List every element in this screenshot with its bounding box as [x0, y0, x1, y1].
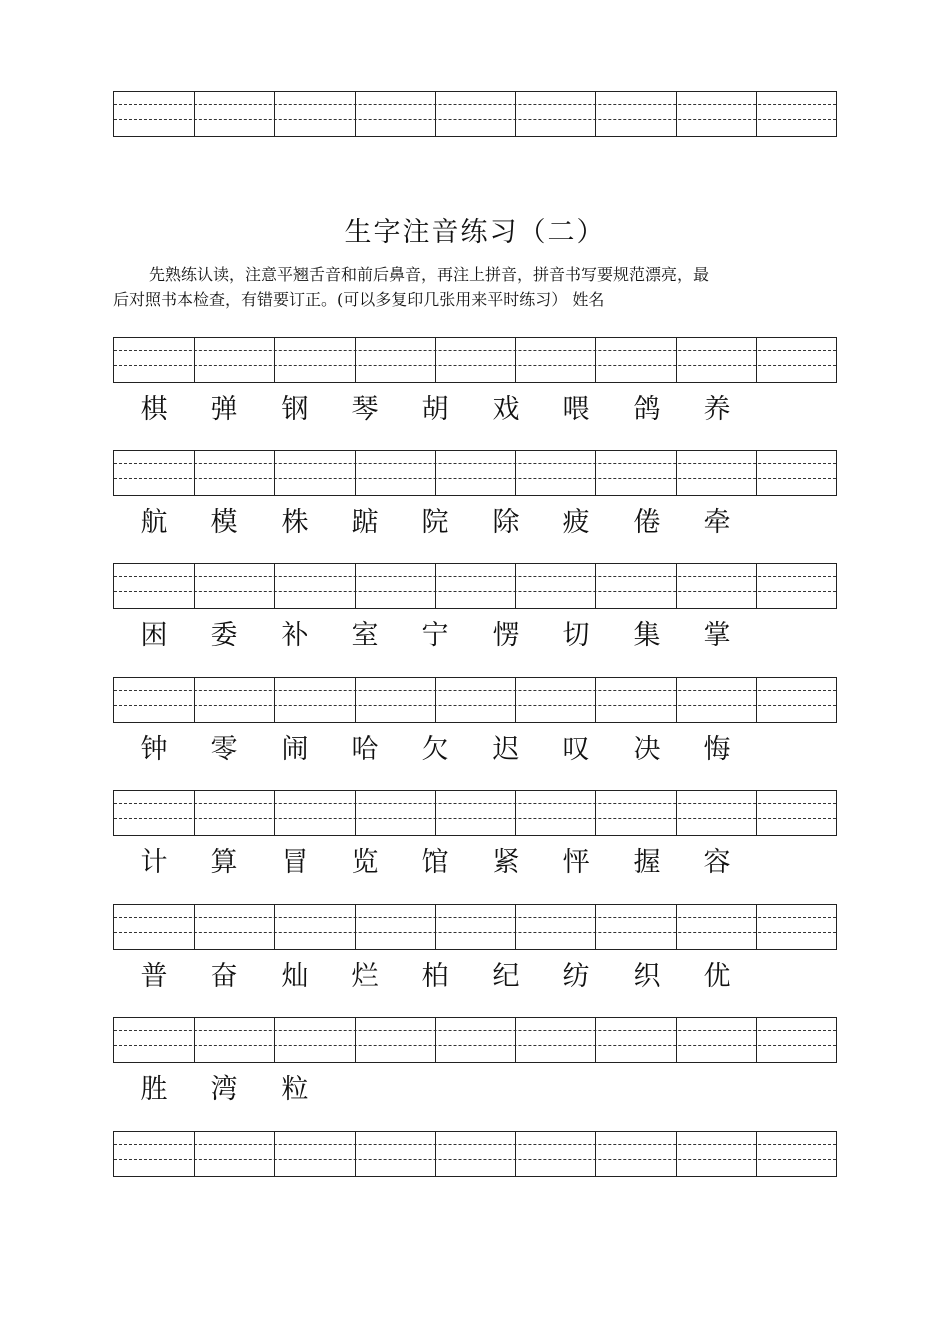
grid-cell-divider [756, 791, 757, 835]
hanzi-character: 困 [140, 620, 168, 651]
hanzi-character: 冒 [281, 847, 309, 878]
hanzi-character: 奋 [210, 961, 238, 992]
hanzi-character: 馆 [421, 847, 449, 878]
grid-cell-divider [274, 1018, 275, 1062]
grid-cell-divider [355, 905, 356, 949]
guide-dash-line [114, 119, 836, 120]
grid-cell-divider [194, 1132, 195, 1176]
grid-cell-divider [435, 905, 436, 949]
guide-dash-line [114, 690, 836, 691]
pinyin-grid-6 [113, 904, 837, 950]
grid-cell-divider [274, 905, 275, 949]
grid-cell-divider [355, 1018, 356, 1062]
guide-dash-line [114, 1144, 836, 1145]
hanzi-character: 纺 [562, 961, 590, 992]
grid-cell-divider [515, 1018, 516, 1062]
grid-cell-divider [676, 1132, 677, 1176]
hanzi-character: 除 [492, 507, 520, 538]
grid-cell-divider [435, 1132, 436, 1176]
grid-cell-divider [435, 338, 436, 382]
pinyin-grid-7 [113, 1017, 837, 1063]
grid-cell-divider [194, 1018, 195, 1062]
guide-dash-line [114, 104, 836, 105]
hanzi-character: 棋 [140, 394, 168, 425]
hanzi-character: 怦 [562, 847, 590, 878]
grid-cell-divider [595, 338, 596, 382]
grid-cell-divider [194, 905, 195, 949]
guide-dash-line [114, 917, 836, 918]
grid-cell-divider [435, 791, 436, 835]
grid-cell-divider [274, 1132, 275, 1176]
character-row-4 [113, 730, 837, 770]
grid-cell-divider [756, 905, 757, 949]
grid-cell-divider [355, 92, 356, 136]
grid-cell-divider [515, 92, 516, 136]
guide-dash-line [114, 591, 836, 592]
guide-dash-line [114, 818, 836, 819]
guide-dash-line [114, 803, 836, 804]
hanzi-character: 鸽 [633, 394, 661, 425]
character-row-1 [113, 390, 837, 430]
grid-cell-divider [515, 1132, 516, 1176]
hanzi-character: 灿 [281, 961, 309, 992]
hanzi-character: 零 [210, 734, 238, 765]
hanzi-character: 弹 [210, 394, 238, 425]
grid-cell-divider [676, 338, 677, 382]
hanzi-character: 烂 [351, 961, 379, 992]
character-row-7 [113, 1070, 837, 1110]
hanzi-character: 览 [351, 847, 379, 878]
grid-cell-divider [194, 564, 195, 608]
grid-cell-divider [274, 338, 275, 382]
hanzi-character: 普 [140, 961, 168, 992]
grid-cell-divider [595, 564, 596, 608]
grid-cell-divider [515, 678, 516, 722]
hanzi-character: 钢 [281, 394, 309, 425]
hanzi-character: 倦 [633, 507, 661, 538]
grid-cell-divider [355, 564, 356, 608]
guide-dash-line [114, 463, 836, 464]
guide-dash-line [114, 576, 836, 577]
grid-cell-divider [595, 92, 596, 136]
grid-cell-divider [194, 678, 195, 722]
pinyin-grid-3 [113, 563, 837, 609]
guide-dash-line [114, 705, 836, 706]
hanzi-character: 织 [633, 961, 661, 992]
grid-cell-divider [595, 1018, 596, 1062]
character-row-6 [113, 957, 837, 997]
hanzi-character: 悔 [703, 734, 731, 765]
hanzi-character: 宁 [421, 620, 449, 651]
hanzi-character: 戏 [492, 394, 520, 425]
grid-cell-divider [595, 791, 596, 835]
hanzi-character: 航 [140, 507, 168, 538]
grid-cell-divider [355, 338, 356, 382]
grid-cell-divider [595, 451, 596, 495]
hanzi-character: 模 [210, 507, 238, 538]
grid-cell-divider [676, 1018, 677, 1062]
grid-cell-divider [595, 678, 596, 722]
guide-dash-line [114, 478, 836, 479]
grid-cell-divider [274, 678, 275, 722]
grid-cell-divider [676, 905, 677, 949]
grid-cell-divider [435, 1018, 436, 1062]
grid-cell-divider [756, 92, 757, 136]
hanzi-character: 计 [140, 847, 168, 878]
guide-dash-line [114, 932, 836, 933]
hanzi-character: 喂 [562, 394, 590, 425]
character-row-5 [113, 843, 837, 883]
hanzi-character: 胜 [140, 1074, 168, 1105]
hanzi-character: 湾 [210, 1074, 238, 1105]
guide-dash-line [114, 1045, 836, 1046]
pinyin-grid-top [113, 91, 837, 137]
pinyin-grid-4 [113, 677, 837, 723]
grid-cell-divider [756, 564, 757, 608]
grid-cell-divider [676, 678, 677, 722]
hanzi-character: 胡 [421, 394, 449, 425]
grid-cell-divider [515, 338, 516, 382]
grid-cell-divider [274, 92, 275, 136]
grid-cell-divider [676, 92, 677, 136]
grid-cell-divider [274, 451, 275, 495]
hanzi-character: 集 [633, 620, 661, 651]
grid-cell-divider [435, 451, 436, 495]
page-title: 生字注音练习（二） [344, 217, 606, 248]
grid-cell-divider [756, 338, 757, 382]
hanzi-character: 优 [703, 961, 731, 992]
grid-cell-divider [676, 451, 677, 495]
hanzi-character: 琴 [351, 394, 379, 425]
grid-cell-divider [515, 905, 516, 949]
hanzi-character: 牵 [703, 507, 731, 538]
hanzi-character: 哈 [351, 734, 379, 765]
grid-cell-divider [194, 338, 195, 382]
grid-cell-divider [435, 92, 436, 136]
grid-cell-divider [676, 791, 677, 835]
hanzi-character: 握 [633, 847, 661, 878]
hanzi-character: 室 [351, 620, 379, 651]
guide-dash-line [114, 350, 836, 351]
hanzi-character: 补 [281, 620, 309, 651]
pinyin-grid-8 [113, 1131, 837, 1177]
grid-cell-divider [756, 678, 757, 722]
grid-cell-divider [435, 564, 436, 608]
grid-cell-divider [595, 905, 596, 949]
hanzi-character: 粒 [281, 1074, 309, 1105]
guide-dash-line [114, 1159, 836, 1160]
grid-cell-divider [515, 564, 516, 608]
grid-cell-divider [756, 1132, 757, 1176]
hanzi-character: 养 [703, 394, 731, 425]
grid-cell-divider [435, 678, 436, 722]
hanzi-character: 叹 [562, 734, 590, 765]
hanzi-character: 疲 [562, 507, 590, 538]
pinyin-grid-2 [113, 450, 837, 496]
grid-cell-divider [595, 1132, 596, 1176]
grid-cell-divider [355, 678, 356, 722]
instruction-line-1: 先熟练认读，注意平翘舌音和前后鼻音，再注上拼音，拼音书写要规范漂亮，最 [149, 265, 710, 284]
hanzi-character: 决 [633, 734, 661, 765]
grid-cell-divider [194, 451, 195, 495]
guide-dash-line [114, 365, 836, 366]
hanzi-character: 柏 [421, 961, 449, 992]
instruction-text [113, 262, 837, 312]
grid-cell-divider [355, 451, 356, 495]
hanzi-character: 愣 [492, 620, 520, 651]
hanzi-character: 算 [210, 847, 238, 878]
hanzi-character: 掌 [703, 620, 731, 651]
grid-cell-divider [274, 564, 275, 608]
hanzi-character: 紧 [492, 847, 520, 878]
character-row-3 [113, 616, 837, 656]
hanzi-character: 踮 [351, 507, 379, 538]
grid-cell-divider [355, 1132, 356, 1176]
pinyin-grid-5 [113, 790, 837, 836]
hanzi-character: 委 [210, 620, 238, 651]
hanzi-character: 闹 [281, 734, 309, 765]
instruction-line-2: 后对照书本检查，有错要订正。(可以多复印几张用来平时练习） 姓名 [113, 290, 605, 309]
grid-cell-divider [194, 92, 195, 136]
grid-cell-divider [274, 791, 275, 835]
grid-cell-divider [515, 791, 516, 835]
hanzi-character: 纪 [492, 961, 520, 992]
grid-cell-divider [676, 564, 677, 608]
hanzi-character: 切 [562, 620, 590, 651]
hanzi-character: 院 [421, 507, 449, 538]
hanzi-character: 株 [281, 507, 309, 538]
grid-cell-divider [756, 451, 757, 495]
grid-cell-divider [194, 791, 195, 835]
hanzi-character: 容 [703, 847, 731, 878]
grid-cell-divider [355, 791, 356, 835]
guide-dash-line [114, 1030, 836, 1031]
hanzi-character: 迟 [492, 734, 520, 765]
grid-cell-divider [515, 451, 516, 495]
pinyin-grid-1 [113, 337, 837, 383]
hanzi-character: 欠 [421, 734, 449, 765]
hanzi-character: 钟 [140, 734, 168, 765]
grid-cell-divider [756, 1018, 757, 1062]
character-row-2 [113, 503, 837, 543]
